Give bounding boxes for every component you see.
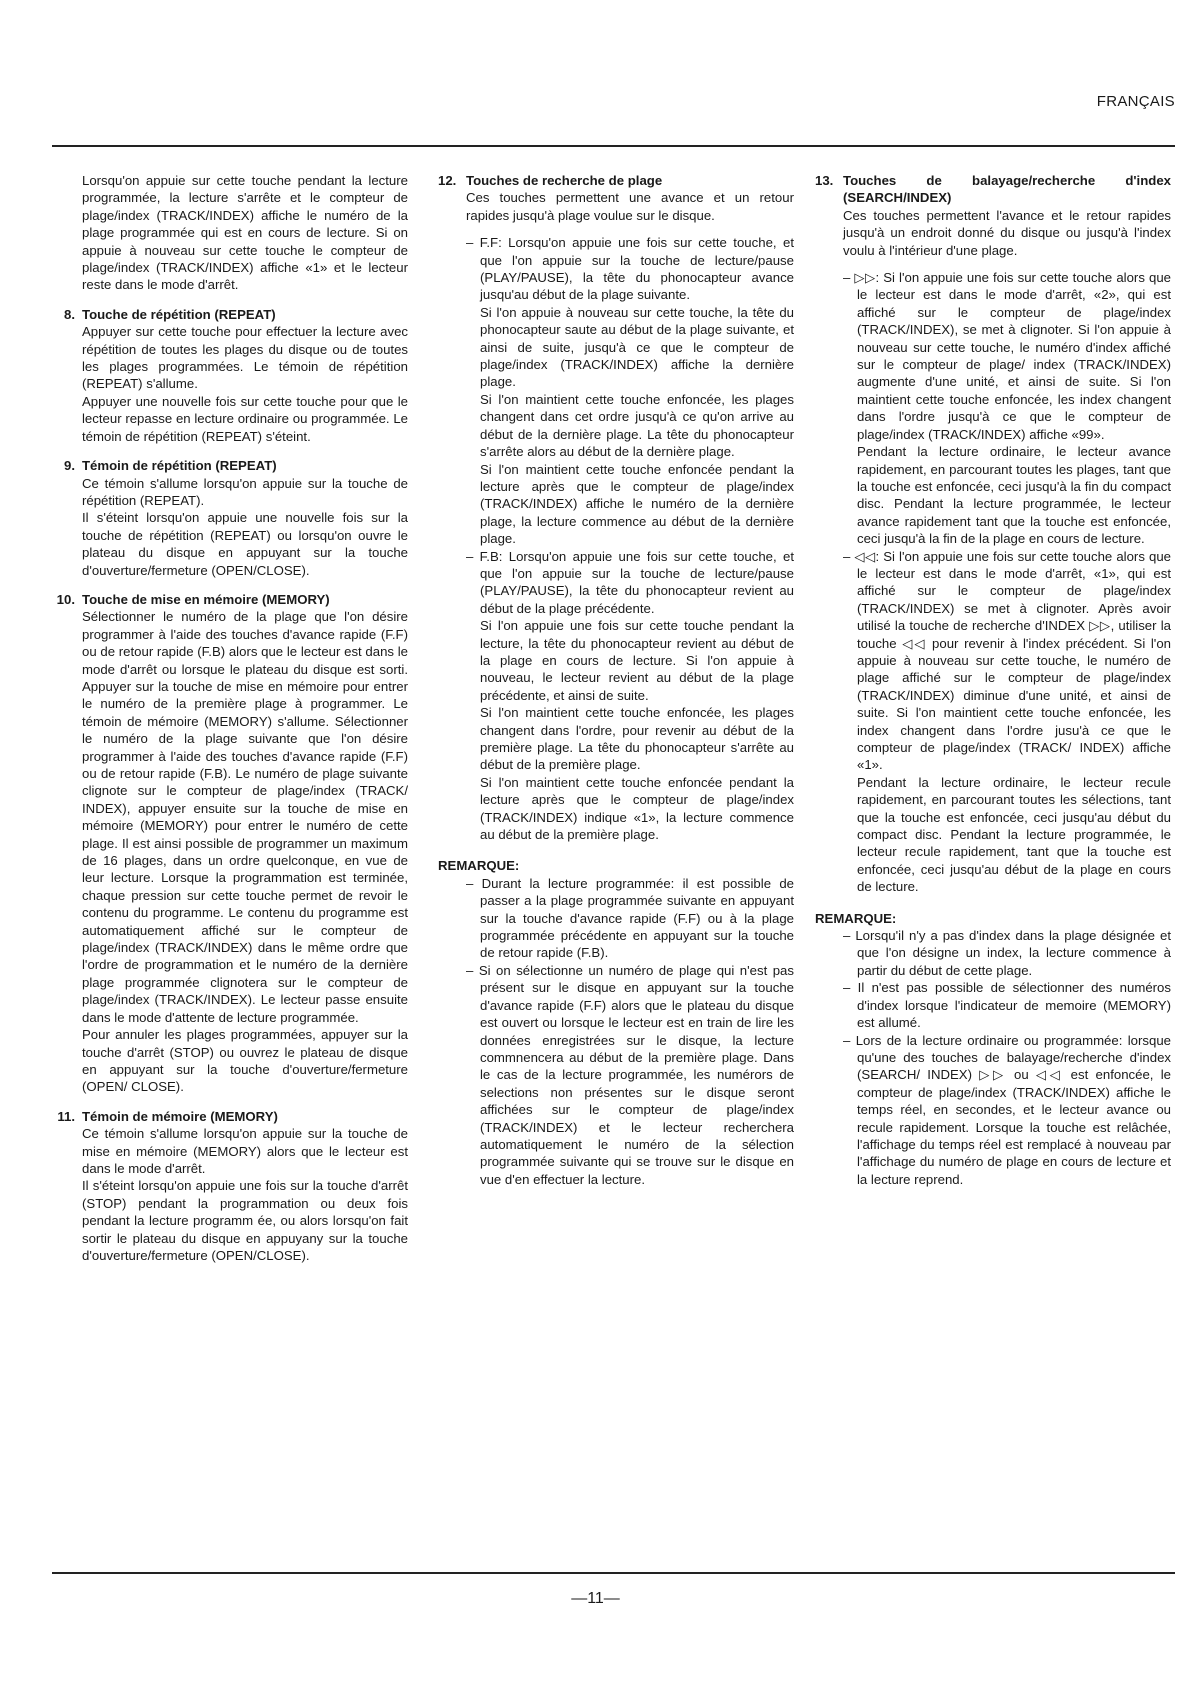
section-10-heading [52, 591, 408, 608]
fb-p2: Si l'on appuie une fois sur cette touche pendant la lecture, la tête du phonocapteur revient au début de la plage en cours de lecture. Si l'on appuie à nouveau, le lecteur revient au début de la plage précédente, et ainsi de suite. [480, 618, 794, 703]
note-12-item: – Si on sélectionne un numéro de plage qui n'est pas présent sur le disque en appuyant sur la touche d'avance rapide (F.F) alors que le plateau du disque est ouvert ou lorsque le lecteur est en train de lire les données enregistrées sur le disque, la lecture commnencera au début de la première plage. Dans le cas de la lecture programmée, les numérors de selections non présentes sur le disque seront affichées sur le compteur de plage/index (TRACK/INDEX) et le lecteur recherchera automatiquement le numéro de la sélection programmée suivante qui se trouve sur le disque en vue d'en effectuer la lecture. [466, 962, 794, 1187]
note-13-title: REMARQUE: [815, 910, 897, 926]
section-13-p1: Ces touches permettent l'avance et le retour rapides jusqu'à un endroit donné du disque ou jusqu'à l'index voulu à l'intérieur d'une plage. [843, 207, 1171, 258]
column-3 [815, 172, 1171, 1188]
section-8-heading [52, 306, 408, 323]
section-11 [52, 1108, 408, 1265]
note-12-item: – Durant la lecture programmée: il est possible de passer a la plage programmée suivante en appuyant sur la touche d'avance rapide (F.F) ou à la plage programmée précédente en appuyant sur la touche de retour rapide (F.B). [466, 875, 794, 961]
section-10-p2: Pour annuler les plages programmées, appuyer sur la touche d'arrêt (STOP) ou ouvrez le plateau de disque en appuyant sur la touche d'ouverture/fermeture (OPEN/ CLOSE). [82, 1027, 408, 1095]
section-10 [52, 591, 408, 1096]
fb-p4: Si l'on maintient cette touche enfoncée pendant la lecture après que le compteur de plage/index (TRACK/INDEX) indique «1», la lecture commence au début de la première plage. [480, 774, 794, 843]
section-9 [52, 457, 408, 579]
section-8 [52, 306, 408, 445]
section-8-number: 8. [64, 306, 75, 322]
note-13-item: – Lorsqu'il n'y a pas d'index dans la plage désignée et que l'on désigne un index, la lecture commence à partir du début de cette plage. [843, 928, 1171, 978]
backward-search-item: – ◁◁: Si l'on appuie une fois sur cette touche alors que le lecteur est dans le mode d'arrêt, «1», qui est affiché sur le compteur de plage/index (TRACK/INDEX) se met à clignoter. Après avoir utilisé la touche de recherche d'INDEX ▷▷, utiliser la touche ◁◁ pour revenir à l'index précédent. Si l'on appuie à nouveau sur cette touche, le numéro de plage affiché sur le compteur de plage/index (TRACK/INDEX) diminue d'une unité, et ainsi de suite. Si l'on maintient cette touche enfoncée, les index changent dans l'ordre jusu'à ce que le compteur de plage/index (TRACK/ INDEX) affiche «1». [843, 548, 1171, 773]
section-10-title: Touche de mise en mémoire (MEMORY) [82, 591, 330, 607]
section-9-title: Témoin de répétition (REPEAT) [82, 458, 277, 474]
page-number: —11— [571, 1590, 620, 1607]
section-11-heading [52, 1108, 408, 1125]
section-12-heading [438, 172, 794, 189]
section-12 [438, 172, 794, 843]
fb-item: – F.B: Lorsqu'on appuie une fois sur cette touche, et que l'on appuie sur la touche de lecture/pause (PLAY/PAUSE), la tête du phonocapteur revient au début de la plage précédente. [466, 548, 794, 616]
section-8-p1: Appuyer sur cette touche pour effectuer la lecture avec répétition de toutes les plages du disque ou de toutes les plages programmées. Le témoin de répétition (REPEAT) s'allume. [82, 324, 408, 392]
bottom-rule [52, 1572, 1175, 1574]
section-11-number: 11. [57, 1108, 75, 1124]
note-12-title: REMARQUE: [438, 858, 520, 874]
section-11-p2: Il s'éteint lorsqu'on appuie une fois sur la touche d'arrêt (STOP) pendant la programmation ou deux fois pendant la lecture programm ée, ou alors lorsqu'on fait sortir le plateau du disque en appuyany sur la touche d'ouverture/fermeture (OPEN/CLOSE). [82, 1178, 408, 1263]
section-13-number: 13. [815, 173, 834, 188]
ff-item: – F.F: Lorsqu'on appuie une fois sur cette touche, et que l'on appuie sur la touche de lecture/pause (PLAY/PAUSE), la tête du phonocapteur avance jusqu'au début de la plage suivante. [466, 235, 794, 303]
section-13-title: Touches de balayage/recherche d'index (SEARCH/INDEX) [843, 173, 1171, 206]
column-1 [52, 172, 408, 1276]
note-13-item: – Il n'est pas possible de sélectionner des numéros d'index lorsque l'indicateur de memoire (MEMORY) est allumé. [843, 980, 1171, 1031]
section-11-title: Témoin de mémoire (MEMORY) [82, 1108, 278, 1124]
note-13 [815, 910, 1171, 1189]
ff-p4: Si l'on maintient cette touche enfoncée pendant la lecture après que le compteur de plage/index (TRACK/INDEX) affiche le numéro de la dernière plage, la lecture commence au début de la dernière plage. [480, 461, 794, 547]
ff-p3: Si l'on maintient cette touche enfoncée, les plages changent dans cet ordre jusqu'à ce qu'on arrive au début de la dernière plage. La tête du phonocapteur s'arrête alors au début de la dernière plage. [480, 391, 794, 460]
section-12-title: Touches de recherche de plage [466, 173, 663, 188]
backward-search-p2: Pendant la lecture ordinaire, le lecteur recule rapidement, en parcourant toutes les sélections, tant que la touche est enfoncée, ceci jusqu'au début du compact disc. Pendant la lecture programmée, le lecteur recule rapidement, tant que la touche est enfoncée, ceci jusqu'au début de la plage en cours de lecture. [857, 774, 1171, 895]
section-9-p2: Il s'éteint lorsqu'on appuie une nouvelle fois sur la touche de répétition (REPEAT) ou lorsqu'on ouvre le plateau du disque en appuyant sur la touche d'ouverture/fermeture (OPEN/CLOSE). [82, 510, 408, 578]
note-13-item: – Lors de la lecture ordinaire ou programmée: lorsque qu'une des touches de balayage/recherche d'index (SEARCH/ INDEX) ▷▷ ou ◁◁ est enfoncée, le compteur de plage/index (TRACK/INDEX) affiche le temps réel, en secondes, et le lecteur avance ou recule rapidement. Lorsque la touche est relâchée, l'affichage du temps réel est remplacé à nouveau par l'affichage du numéro de plage en cours de lecture et la lecture reprend. [843, 1032, 1171, 1187]
section-9-p1: Ce témoin s'allume lorsqu'on appuie sur la touche de répétition (REPEAT). [82, 475, 408, 508]
top-rule [52, 145, 1175, 147]
note-12 [438, 857, 794, 1188]
page-header-language: FRANÇAIS [1096, 93, 1175, 110]
section-8-title: Touche de répétition (REPEAT) [82, 306, 276, 322]
column-2 [438, 172, 794, 1188]
intro-paragraph [52, 172, 408, 294]
section-13-heading [815, 172, 1171, 207]
ff-p2: Si l'on appuie à nouveau sur cette touche, la tête du phonocapteur saute au début de la plage suivante, et ainsi de suite, jusqu'à ce que le compteur de plage/index (TRACK/INDEX) affiche la dernière plage. [480, 304, 794, 390]
intro-text: Lorsqu'on appuie sur cette touche pendant la lecture programmée, la lecture s'arrête et le compteur de plage/index (TRACK/INDEX) affiche le numéro de la plage programmée qui est en cours de lecture. Si on appuie à nouveau sur cette touche le compteur de plage/index (TRACK/INDEX) affiche «1» et le lecteur reste dans le mode d'arrêt. [82, 173, 408, 293]
section-10-p1: Sélectionner le numéro de la plage que l'on désire programmer à l'aide des touches d'avance rapide (F.F) ou de retour rapide (F.B) alors que le lecteur est dans le mode d'arrêt ou lorsque le plateau du disque est sorti. Appuyer sur la touche de mise en mémoire pour entrer le numéro de la première plage à programmer. Le témoin de mémoire (MEMORY) s'allume. Sélectionner le numéro de la plage suivante que l'on désire programmer à l'aide des touches d'avance rapide (F.F) ou de retour rapide (F.B). Le numéro de plage suivante clignote sur le compteur de plage/index (TRACK/ INDEX), appuyer ensuite sur la touche de mise en mémoire (MEMORY) pour entrer le numéro de cette plage. Il est ainsi possible de programmer un maximum de 16 plages, dans un ordre quelconque, en vue de leur lecture. Lorsque la programmation est terminée, chaque pression sur cette touche permet de revoir le contenu du programme. Le contenu du programme est automatiquement affiché sur le compteur de plage/index (TRACK/INDEX) dans le même ordre que l'ordre de programmation et le numéro de la dernière plage programmée clignotera sur le compteur de plage/index (TRACK/INDEX). Le lecteur passe ensuite dans le mode d'attente de lecture programmée. [82, 609, 408, 1025]
section-12-number: 12. [438, 173, 457, 188]
section-11-p1: Ce témoin s'allume lorsqu'on appuie sur la touche de mise en mémoire (MEMORY) alors que le lecteur est dans le mode d'arrêt. [82, 1126, 408, 1176]
forward-search-item: – ▷▷: Si l'on appuie une fois sur cette touche alors que le lecteur est dans le mode d'arrêt, «2», qui est affiché sur le compteur de plage/index (TRACK/INDEX), se met à clignoter. Si l'on appuie à nouveau sur cette touche, le numéro d'index affiché sur le compteur de plage/ index (TRACK/INDEX) augmente d'une unité, et ainsi de suite. Si l'on maintient cette touche enfoncée, les index changent dans l'ordre jusqu'à ce que le compteur de plage/index (TRACK/INDEX) affiche «99». [843, 270, 1171, 442]
section-12-p1: Ces touches permettent une avance et un retour rapides jusqu'à plage voulue sur le disque. [466, 190, 794, 223]
forward-search-p2: Pendant la lecture ordinaire, le lecteur avance rapidement, en parcourant toutes les plages, tant que la touche est enfoncée, ceci jusqu'à la fin du compact disc. Pendant la lecture programmée, le lecteur avance rapidement tant que la touche est enfoncée, ceci jusqu'à la fin de la plage en cours de lecture. [857, 444, 1171, 547]
section-10-number: 10. [56, 591, 75, 607]
section-8-p2: Appuyer une nouvelle fois sur cette touche pour que le lecteur repasse en lecture ordinaire ou programmée. Le témoin de répétition (REPEAT) s'éteint. [82, 393, 408, 444]
fb-p3: Si l'on maintient cette touche enfoncée, les plages changent dans l'ordre, pour revenir au début de la première plage. La tête du phonocapteur s'arrête au début de la première plage. [480, 705, 794, 773]
section-9-heading [52, 457, 408, 474]
section-13 [815, 172, 1171, 896]
section-9-number: 9. [64, 458, 75, 474]
